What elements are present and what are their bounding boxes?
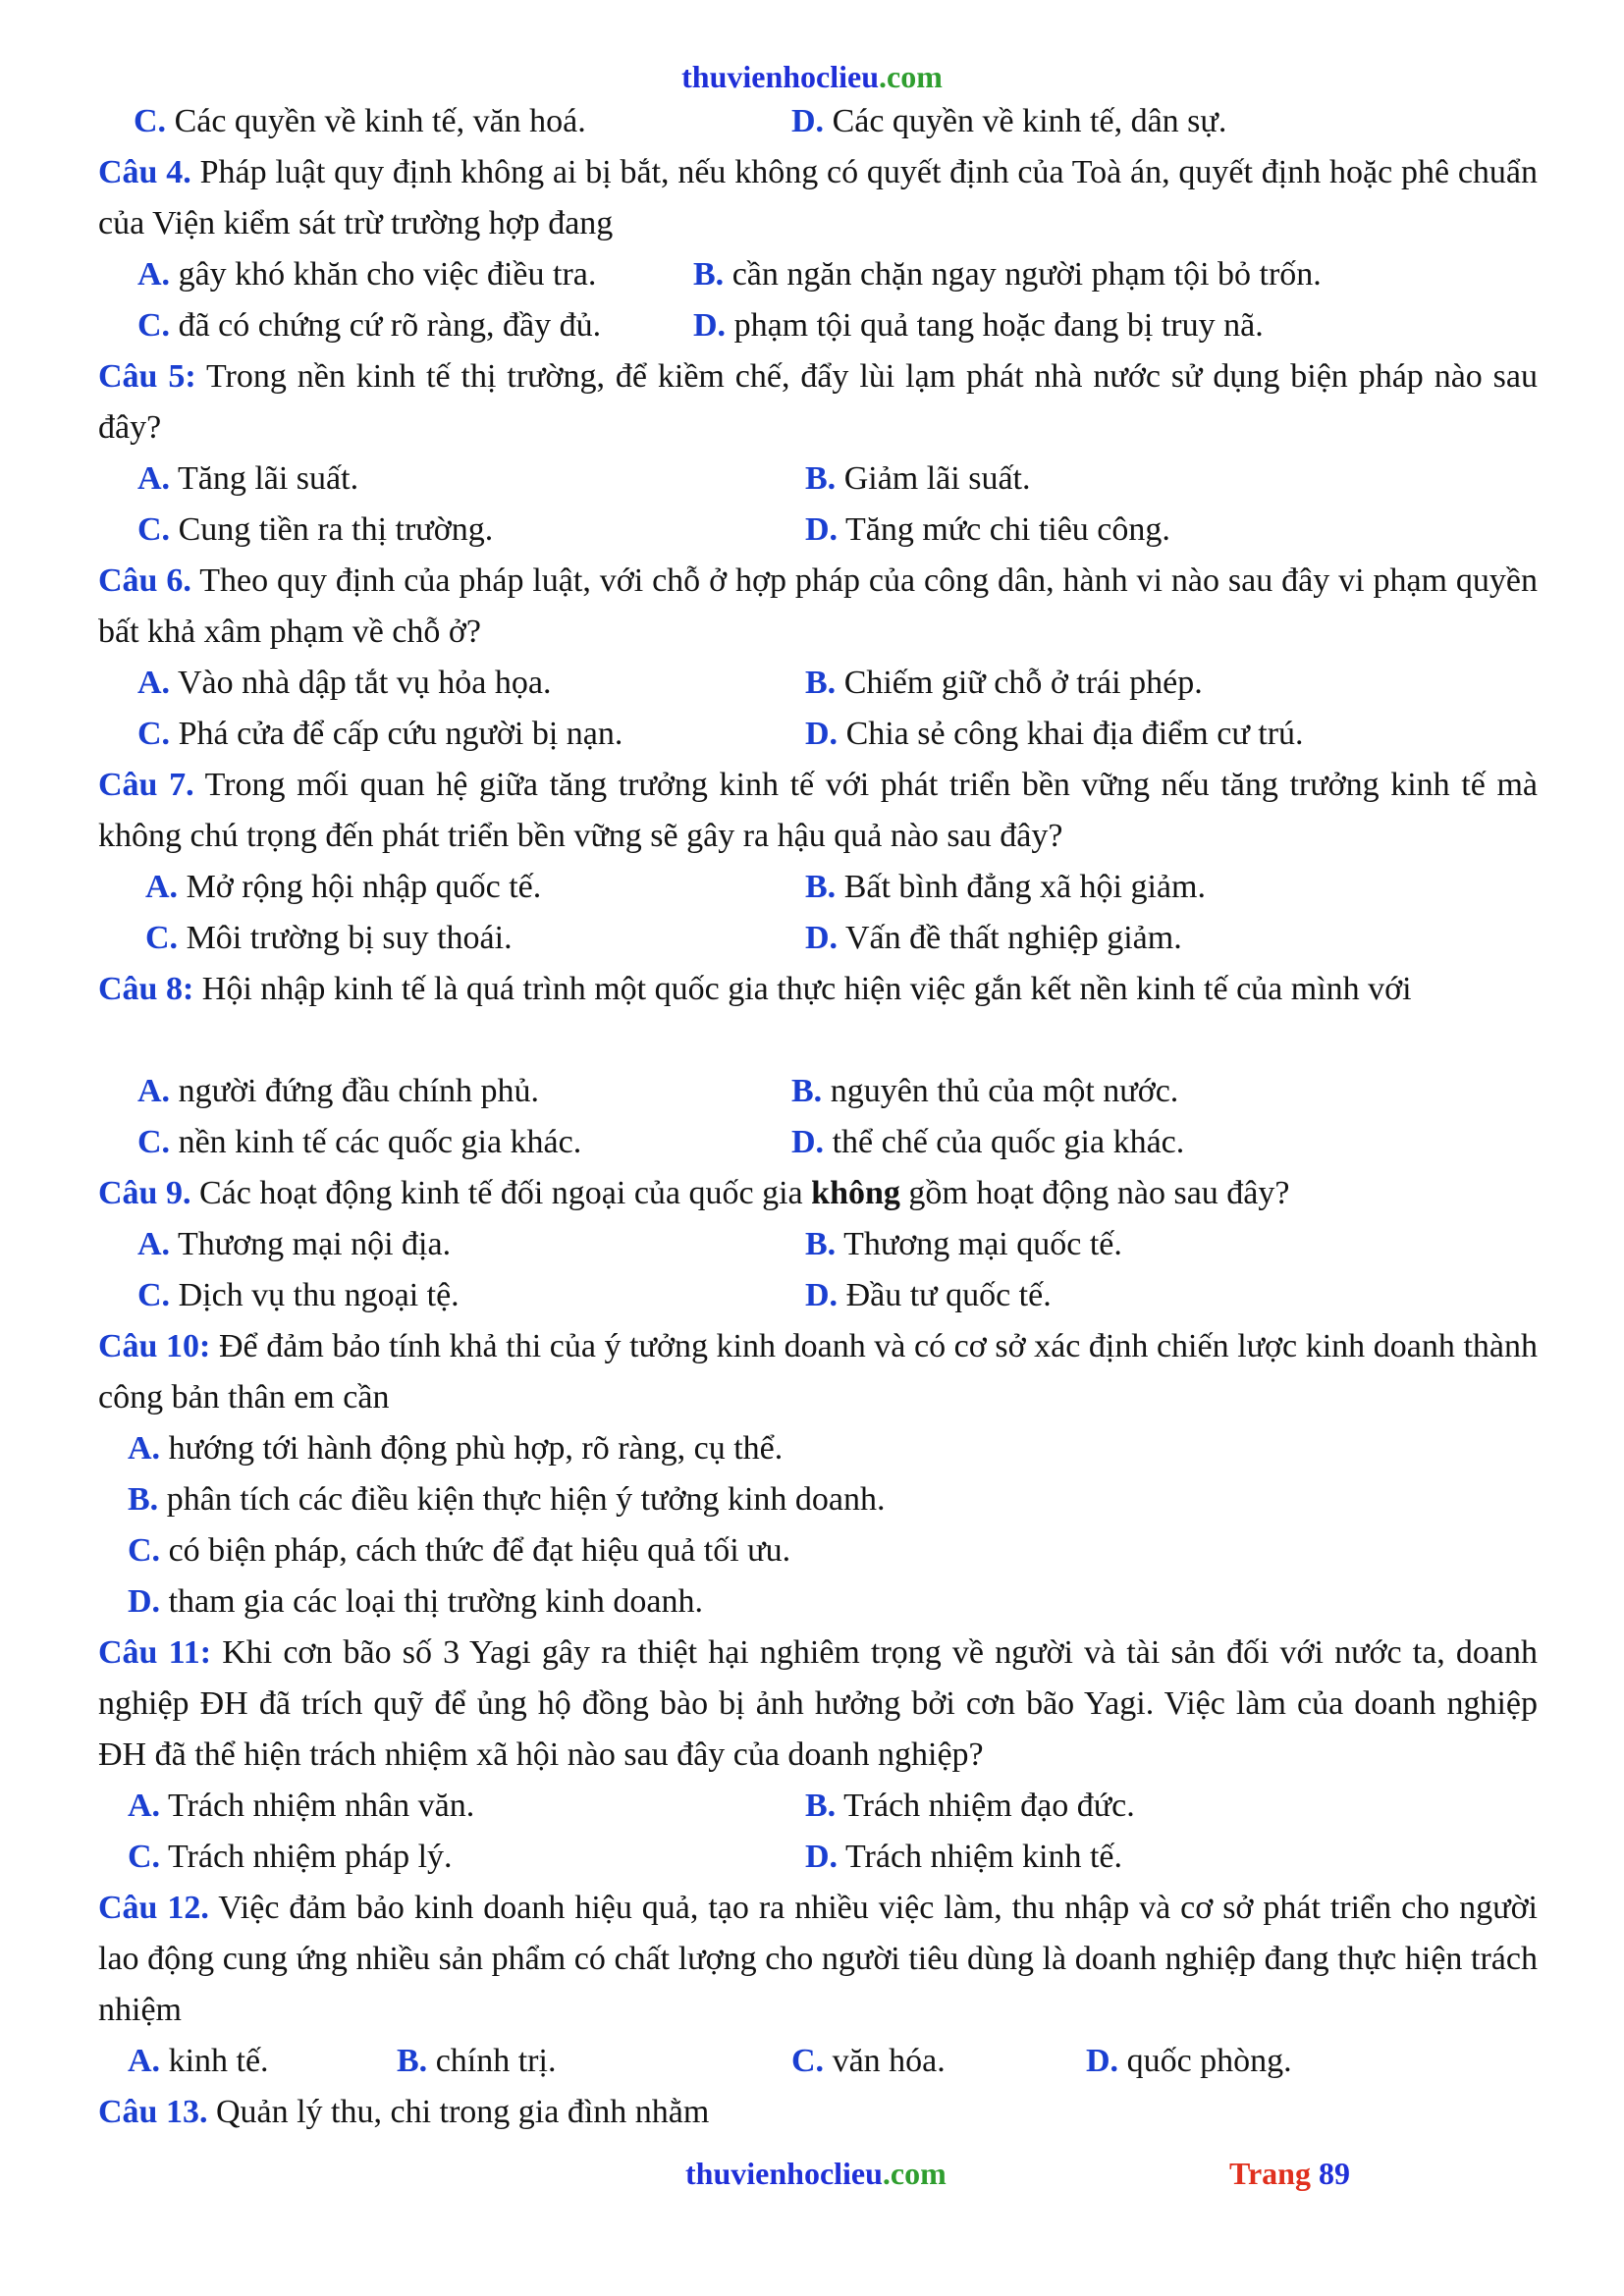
- option-text: Tăng mức chi tiêu công.: [844, 511, 1170, 548]
- q12-option-b: [397, 2036, 556, 2087]
- q9-option-c: [137, 1270, 460, 1321]
- option-text: Phá cửa để cấp cứu người bị nạn.: [178, 716, 623, 752]
- option-letter: C.: [145, 920, 179, 956]
- question-text: Việc đảm bảo kinh doanh hiệu quả, tạo ra nhiều việc làm, thu nhập và cơ sở phát triển cho người lao động cung ứng nhiều sản phẩm có chất lượng cho người tiêu dùng là doanh nghiệp đang thực hiện trách nhiệm: [98, 1890, 1538, 2028]
- question-number: Câu 5:: [98, 358, 196, 395]
- question-10: [98, 1321, 1538, 1423]
- q4-option-a: [137, 249, 596, 300]
- footer-site-name: [685, 2156, 947, 2192]
- page-number-value: 89: [1318, 2156, 1350, 2191]
- option-letter: D.: [791, 1124, 825, 1160]
- q3-option-d: [791, 96, 1226, 147]
- option-text: nguyên thủ của một nước.: [830, 1073, 1179, 1109]
- option-text: Chia sẻ công khai địa điểm cư trú.: [845, 716, 1304, 752]
- option-letter: A.: [137, 460, 171, 497]
- option-text: Chiếm giữ chỗ ở trái phép.: [843, 665, 1203, 701]
- option-text: Trách nhiệm kinh tế.: [844, 1839, 1122, 1875]
- q7-option-c: [145, 913, 513, 964]
- question-7: [98, 760, 1538, 862]
- option-letter: A.: [137, 256, 171, 293]
- question-12: [98, 1883, 1538, 2036]
- option-text: văn hóa.: [832, 2043, 946, 2079]
- q9-option-d: [805, 1270, 1052, 1321]
- option-text: Các quyền về kinh tế, văn hoá.: [174, 103, 586, 139]
- q4-option-c: [137, 300, 601, 351]
- option-letter: D.: [693, 307, 727, 344]
- option-letter: C.: [137, 307, 171, 344]
- q10-option-c: [128, 1525, 790, 1576]
- option-letter: A.: [128, 2043, 161, 2079]
- option-text: kinh tế.: [168, 2043, 269, 2079]
- option-text: Trách nhiệm nhân văn.: [167, 1788, 475, 1824]
- option-text: cần ngăn chặn ngay người phạm tội bỏ trốn.: [731, 256, 1322, 293]
- question-number: Câu 4.: [98, 154, 191, 190]
- q12-option-d: [1086, 2036, 1292, 2087]
- option-letter: A.: [137, 665, 171, 701]
- question-8: [98, 964, 1538, 1015]
- page-number-label: Trang: [1229, 2156, 1311, 2191]
- option-text: phạm tội quả tang hoặc đang bị truy nã.: [733, 307, 1264, 344]
- q8-option-a: [137, 1066, 539, 1117]
- option-letter: C.: [137, 511, 171, 548]
- option-letter: C.: [137, 1124, 171, 1160]
- q10-option-b: [128, 1474, 886, 1525]
- question-number: Câu 8:: [98, 971, 194, 1007]
- option-text: Các quyền về kinh tế, dân sự.: [832, 103, 1227, 139]
- option-text: nền kinh tế các quốc gia khác.: [178, 1124, 582, 1160]
- q4-option-b: [693, 249, 1322, 300]
- option-letter: B.: [693, 256, 725, 293]
- option-text: chính trị.: [435, 2043, 557, 2079]
- q11-option-c: [128, 1832, 453, 1883]
- option-text: hướng tới hành động phù hợp, rõ ràng, cụ thể.: [168, 1430, 784, 1467]
- q6-option-c: [137, 709, 623, 760]
- option-text: Tăng lãi suất.: [177, 460, 359, 497]
- option-text: Môi trường bị suy thoái.: [186, 920, 513, 956]
- option-letter: C.: [128, 1839, 161, 1875]
- question-5: [98, 351, 1538, 454]
- question-text: Pháp luật quy định không ai bị bắt, nếu không có quyết định của Toà án, quyết định hoặc phê chuẩn của Viện kiểm sát trừ trường hợp đang: [98, 154, 1539, 241]
- option-letter: C.: [134, 103, 167, 139]
- question-number: Câu 10:: [98, 1328, 211, 1364]
- header-site-tld: .com: [879, 59, 943, 94]
- option-letter: B.: [805, 1226, 837, 1262]
- option-text: quốc phòng.: [1126, 2043, 1292, 2079]
- option-letter: D.: [791, 103, 825, 139]
- option-letter: A.: [128, 1430, 161, 1467]
- option-letter: C.: [137, 716, 171, 752]
- question-text: Các hoạt động kinh tế đối ngoại của quốc gia: [198, 1175, 803, 1211]
- option-text: Trách nhiệm đạo đức.: [843, 1788, 1135, 1824]
- q6-option-d: [805, 709, 1304, 760]
- option-letter: D.: [805, 1277, 839, 1313]
- option-text: tham gia các loại thị trường kinh doanh.: [168, 1583, 703, 1620]
- question-text: Trong nền kinh tế thị trường, để kiềm chế, đẩy lùi lạm phát nhà nước sử dụng biện pháp nào sau đây?: [98, 358, 1538, 446]
- option-letter: B.: [128, 1481, 159, 1518]
- option-text: Thương mại nội địa.: [177, 1226, 452, 1262]
- option-text: có biện pháp, cách thức để đạt hiệu quả tối ưu.: [168, 1532, 791, 1569]
- option-letter: A.: [137, 1073, 171, 1109]
- option-letter: C.: [137, 1277, 171, 1313]
- option-text: Dịch vụ thu ngoại tệ.: [178, 1277, 460, 1313]
- option-text: Vào nhà dập tắt vụ hỏa họa.: [177, 665, 552, 701]
- question-text: Quản lý thu, chi trong gia đình nhằm: [215, 2094, 710, 2130]
- q5-option-c: [137, 505, 493, 556]
- option-letter: C.: [791, 2043, 825, 2079]
- option-letter: B.: [791, 1073, 823, 1109]
- q3-option-c: [134, 96, 586, 147]
- option-letter: D.: [805, 1839, 839, 1875]
- page-number: [1229, 2156, 1350, 2192]
- option-letter: B.: [397, 2043, 428, 2079]
- footer-site-tld: .com: [882, 2156, 947, 2191]
- question-6: [98, 556, 1538, 658]
- question-number: Câu 9.: [98, 1175, 191, 1211]
- footer-site-name-main: thuvienhoclieu: [685, 2156, 883, 2191]
- q7-option-b: [805, 862, 1206, 913]
- q8-option-b: [791, 1066, 1178, 1117]
- question-number: Câu 6.: [98, 562, 191, 599]
- q12-option-a: [128, 2036, 269, 2087]
- question-9: [98, 1168, 1538, 1219]
- question-emphasis: không: [811, 1175, 900, 1211]
- q10-option-a: [128, 1423, 783, 1474]
- q5-option-d: [805, 505, 1170, 556]
- q11-option-d: [805, 1832, 1122, 1883]
- option-text: phân tích các điều kiện thực hiện ý tưởng kinh doanh.: [166, 1481, 886, 1518]
- q6-option-a: [137, 658, 551, 709]
- option-letter: D.: [128, 1583, 161, 1620]
- question-11: [98, 1628, 1538, 1781]
- option-letter: D.: [1086, 2043, 1119, 2079]
- q5-option-b: [805, 454, 1030, 505]
- question-number: Câu 7.: [98, 767, 194, 803]
- question-4: [98, 147, 1538, 249]
- question-number: Câu 12.: [98, 1890, 209, 1926]
- option-letter: A.: [137, 1226, 171, 1262]
- q7-option-d: [805, 913, 1182, 964]
- option-text: Mở rộng hội nhập quốc tế.: [186, 869, 542, 905]
- option-letter: D.: [805, 920, 839, 956]
- q6-option-b: [805, 658, 1203, 709]
- header-site-name-main: thuvienhoclieu: [681, 59, 880, 94]
- q4-option-d: [693, 300, 1264, 351]
- page-footer: [0, 2156, 1624, 2205]
- header-site-name: [0, 59, 1624, 95]
- question-text: Để đảm bảo tính khả thi của ý tưởng kinh doanh và có cơ sở xác định chiến lược kinh doanh thành công bản thân em cần: [98, 1328, 1538, 1415]
- q9-option-b: [805, 1219, 1122, 1270]
- option-letter: A.: [145, 869, 179, 905]
- q11-option-a: [128, 1781, 474, 1832]
- question-13: [98, 2087, 1538, 2138]
- option-letter: B.: [805, 1788, 837, 1824]
- question-number: Câu 13.: [98, 2094, 208, 2130]
- option-text: người đứng đầu chính phủ.: [178, 1073, 539, 1109]
- question-number: Câu 11:: [98, 1634, 212, 1671]
- q5-option-a: [137, 454, 358, 505]
- option-letter: B.: [805, 869, 837, 905]
- option-text: Vấn đề thất nghiệp giảm.: [844, 920, 1182, 956]
- option-text: Đầu tư quốc tế.: [845, 1277, 1052, 1313]
- q10-option-d: [128, 1576, 703, 1628]
- option-letter: D.: [805, 716, 839, 752]
- q8-option-c: [137, 1117, 581, 1168]
- option-text: Cung tiền ra thị trường.: [178, 511, 494, 548]
- option-text: đã có chứng cứ rõ ràng, đầy đủ.: [178, 307, 602, 344]
- option-text: Bất bình đẳng xã hội giảm.: [843, 869, 1206, 905]
- option-text: thể chế của quốc gia khác.: [832, 1124, 1185, 1160]
- option-text: Giảm lãi suất.: [843, 460, 1031, 497]
- q7-option-a: [145, 862, 541, 913]
- question-text: Hội nhập kinh tế là quá trình một quốc gia thực hiện việc gắn kết nền kinh tế của mình với: [201, 971, 1412, 1007]
- question-text-end: gồm hoạt động nào sau đây?: [908, 1175, 1290, 1211]
- option-text: Thương mại quốc tế.: [843, 1226, 1122, 1262]
- option-letter: B.: [805, 460, 837, 497]
- option-letter: C.: [128, 1532, 161, 1569]
- option-text: gây khó khăn cho việc điều tra.: [178, 256, 597, 293]
- question-text: Trong mối quan hệ giữa tăng trưởng kinh tế với phát triển bền vững nếu tăng trưởng kinh tế mà không chú trọng đến phát triển bền vững sẽ gây ra hậu quả nào sau đây?: [98, 767, 1538, 854]
- option-letter: B.: [805, 665, 837, 701]
- q11-option-b: [805, 1781, 1135, 1832]
- option-letter: D.: [805, 511, 839, 548]
- option-text: Trách nhiệm pháp lý.: [167, 1839, 453, 1875]
- q12-option-c: [791, 2036, 946, 2087]
- q9-option-a: [137, 1219, 451, 1270]
- question-text: Theo quy định của pháp luật, với chỗ ở hợp pháp của công dân, hành vi nào sau đây vi phạm quyền bất khả xâm phạm về chỗ ở?: [98, 562, 1539, 650]
- question-text: Khi cơn bão số 3 Yagi gây ra thiệt hại nghiêm trọng về người và tài sản đối với nước ta, doanh nghiệp ĐH đã trích quỹ để ủng hộ đồng bào bị ảnh hưởng bởi cơn bão Yagi. Việc làm của doanh nghiệp ĐH đã thể hiện trách nhiệm xã hội nào sau đây của doanh nghiệp?: [98, 1634, 1538, 1773]
- option-letter: A.: [128, 1788, 161, 1824]
- q8-option-d: [791, 1117, 1184, 1168]
